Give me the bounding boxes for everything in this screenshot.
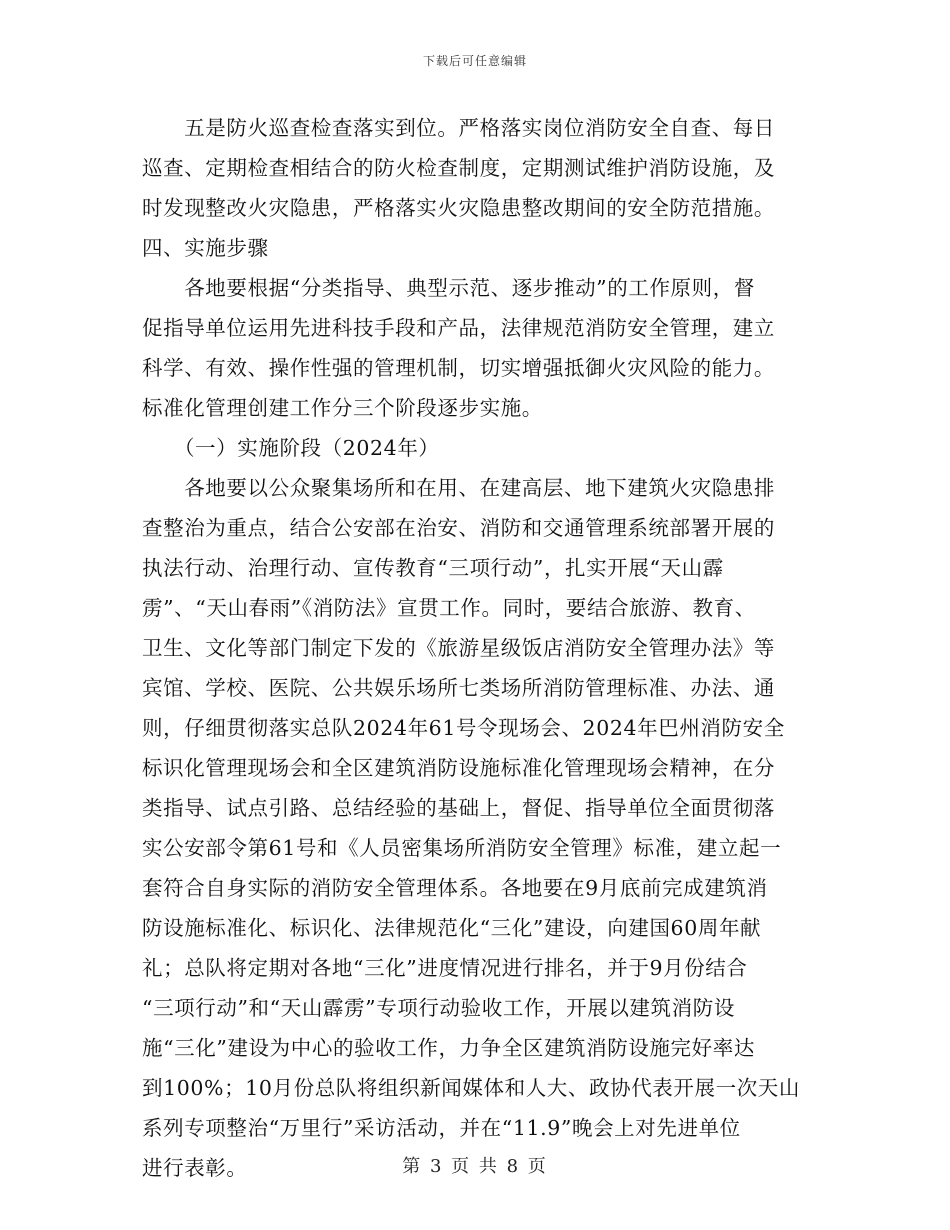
body-line: 到100%；10月份总队将组织新闻媒体和人大、政协代表开展一次天山 — [142, 1076, 800, 1100]
page-number: 第 3 页 共 8 页 — [402, 1156, 548, 1177]
body-line: 施“三化”建设为中心的验收工作，力争全区建筑消防设施完好率达 — [142, 1036, 755, 1060]
body-line: 标准化管理创建工作分三个阶段逐步实施。 — [142, 396, 543, 420]
body-line: 则，仔细贯彻落实总队2024年61号令现场会、2024年巴州消防安全 — [142, 716, 785, 740]
body-line: 进行表彰。 — [142, 1156, 248, 1180]
body-line: 促指导单位运用先进科技手段和产品，法律规范消防安全管理，建立 — [142, 316, 775, 340]
body-line: 套符合自身实际的消防安全管理体系。各地要在9月底前完成建筑消 — [142, 876, 768, 900]
body-line: 时发现整改火灾隐患，严格落实火灾隐患整改期间的安全防范措施。 — [142, 196, 775, 220]
body-line: 标识化管理现场会和全区建筑消防设施标准化管理现场会精神，在分 — [142, 756, 775, 780]
body-line: “三项行动”和“天山霹雳”专项行动验收工作，开展以建筑消防设 — [142, 996, 735, 1020]
body-line: 查整治为重点，结合公安部在治安、消防和交通管理系统部署开展的 — [142, 516, 775, 540]
body-line: 执法行动、治理行动、宣传教育“三项行动”，扎实开展“天山霹 — [142, 556, 724, 580]
body-line: 类指导、试点引路、总结经验的基础上，督促、指导单位全面贯彻落 — [142, 796, 775, 820]
body-line: 卫生、文化等部门制定下发的《旅游星级饭店消防安全管理办法》等 — [142, 636, 775, 660]
body-line: 五是防火巡查检查落实到位。严格落实岗位消防安全自查、每日 — [142, 116, 775, 140]
body-line: 宾馆、学校、医院、公共娱乐场所七类场所消防管理标准、办法、通 — [142, 676, 775, 700]
section-heading: 四、实施步骤 — [142, 236, 269, 260]
body-line: 雳”、“天山春雨”《消防法》宣贯工作。同时，要结合旅游、教育、 — [142, 596, 756, 620]
body-line: 礼；总队将定期对各地“三化”进度情况进行排名，并于9月份结合 — [142, 956, 748, 980]
document-body — [142, 108, 810, 1188]
body-line: 各地要以公众聚集场所和在用、在建高层、地下建筑火灾隐患排 — [142, 476, 775, 500]
body-line: 各地要根据“分类指导、典型示范、逐步推动”的工作原则，督 — [142, 276, 755, 300]
header-note: 下载后可任意编辑 — [422, 54, 527, 68]
body-line: 实公安部令第61号和《人员密集场所消防安全管理》标准，建立起一 — [142, 836, 782, 860]
body-line: 防设施标准化、标识化、法律规范化“三化”建设，向建国60周年献 — [142, 916, 762, 940]
body-line: 科学、有效、操作性强的管理机制，切实增强抵御火灾风险的能力。 — [142, 356, 775, 380]
body-line: 系列专项整治“万里行”采访活动，并在“11.9”晚会上对先进单位 — [142, 1116, 741, 1140]
subsection-heading: （一）实施阶段（2024年） — [142, 436, 440, 460]
body-line: 巡查、定期检查相结合的防火检查制度，定期测试维护消防设施，及 — [142, 156, 775, 180]
